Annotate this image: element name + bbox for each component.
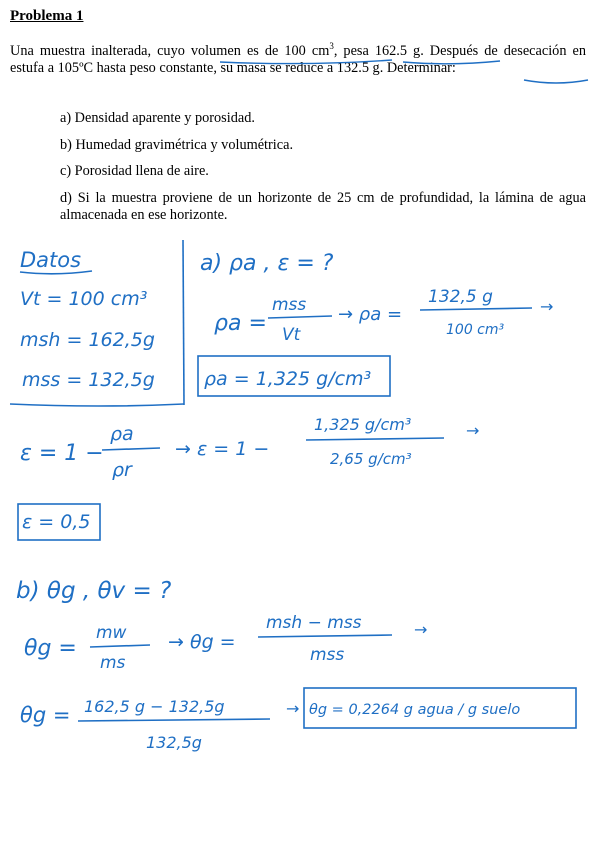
eps-arrow: →: [466, 421, 480, 440]
b-sub-den: mss: [310, 645, 345, 665]
a-sub-bar: [420, 308, 532, 310]
a-arrow: →: [540, 297, 554, 316]
underline-masa: [524, 80, 588, 83]
problem-title: Problema 1: [10, 8, 84, 24]
b-arrow: →: [414, 620, 428, 639]
b-result: θg = 0,2264 g agua / g suelo: [309, 702, 521, 718]
item-c: c) Porosidad llena de aire.: [60, 163, 209, 179]
datos-mss: mss = 132,5g: [22, 369, 155, 391]
b-formula-num: mw: [96, 623, 127, 643]
underline-volume: [220, 60, 392, 64]
item-d: d) Si la muestra proviene de un horizonte de 25 cm de profundidad, la lámina de agua almacenada en ese horizonte.: [60, 190, 586, 223]
b-sub-bar: [258, 635, 392, 637]
b-sub-num: msh − mss: [266, 613, 362, 633]
a-formula-lhs: ρa =: [214, 311, 267, 336]
b-formula-den: ms: [100, 653, 126, 673]
a-formula-num: mss: [272, 295, 307, 315]
eps-lhs: ε = 1 −: [20, 441, 104, 466]
eps-den: ρr: [112, 459, 132, 481]
statement-part-1: Una muestra inalterada, cuyo volumen es de 100 cm: [10, 43, 330, 59]
a-sub-lhs: → ρa =: [338, 304, 403, 325]
eps-sub-bar: [306, 438, 444, 440]
datos-title: Datos: [20, 248, 82, 272]
statement-superscript: 3: [329, 41, 334, 52]
eps-sub-lhs: → ε = 1 −: [175, 438, 270, 460]
a-formula-den: Vt: [282, 325, 301, 345]
datos-msh: msh = 162,5g: [20, 329, 155, 351]
b-formula-lhs: θg =: [24, 636, 77, 661]
a-sub-den: 100 cm³: [446, 322, 505, 338]
b-calc-lhs: θg =: [20, 703, 71, 727]
a-formula-bar: [268, 316, 332, 318]
b-formula-bar: [90, 645, 150, 647]
b-result-arrow: →: [286, 699, 300, 718]
part-a-title: a) ρa , ε = ?: [200, 251, 334, 276]
a-result: ρa = 1,325 g/cm³: [204, 368, 372, 390]
a-sub-num: 132,5 g: [428, 287, 493, 307]
b-calc-num: 162,5 g − 132,5g: [84, 697, 225, 716]
datos-horizontal-line: [10, 404, 184, 406]
item-b: b) Humedad gravimétrica y volumétrica.: [60, 137, 294, 153]
eps-num: ρa: [110, 423, 134, 445]
statement-part-2: , pesa 162.5 g. Después de desecación en estufa a 105ºC hasta peso constante, su masa se reduce a 132.5 g. Determinar:: [10, 43, 586, 76]
b-calc-bar: [78, 719, 270, 721]
b-sub-lhs: → θg =: [168, 631, 236, 653]
underline-peso: [403, 61, 500, 64]
eps-bar: [102, 448, 160, 450]
eps-sub-den: 2,65 g/cm³: [330, 450, 412, 468]
datos-vt: Vt = 100 cm³: [20, 288, 148, 310]
part-b-title: b) θg , θv = ?: [16, 578, 172, 604]
item-a: a) Densidad aparente y porosidad.: [60, 110, 255, 126]
eps-result: ε = 0,5: [22, 511, 91, 533]
b-calc-den: 132,5g: [146, 733, 202, 752]
datos-vertical-line: [183, 240, 184, 405]
eps-sub-num: 1,325 g/cm³: [314, 415, 412, 434]
